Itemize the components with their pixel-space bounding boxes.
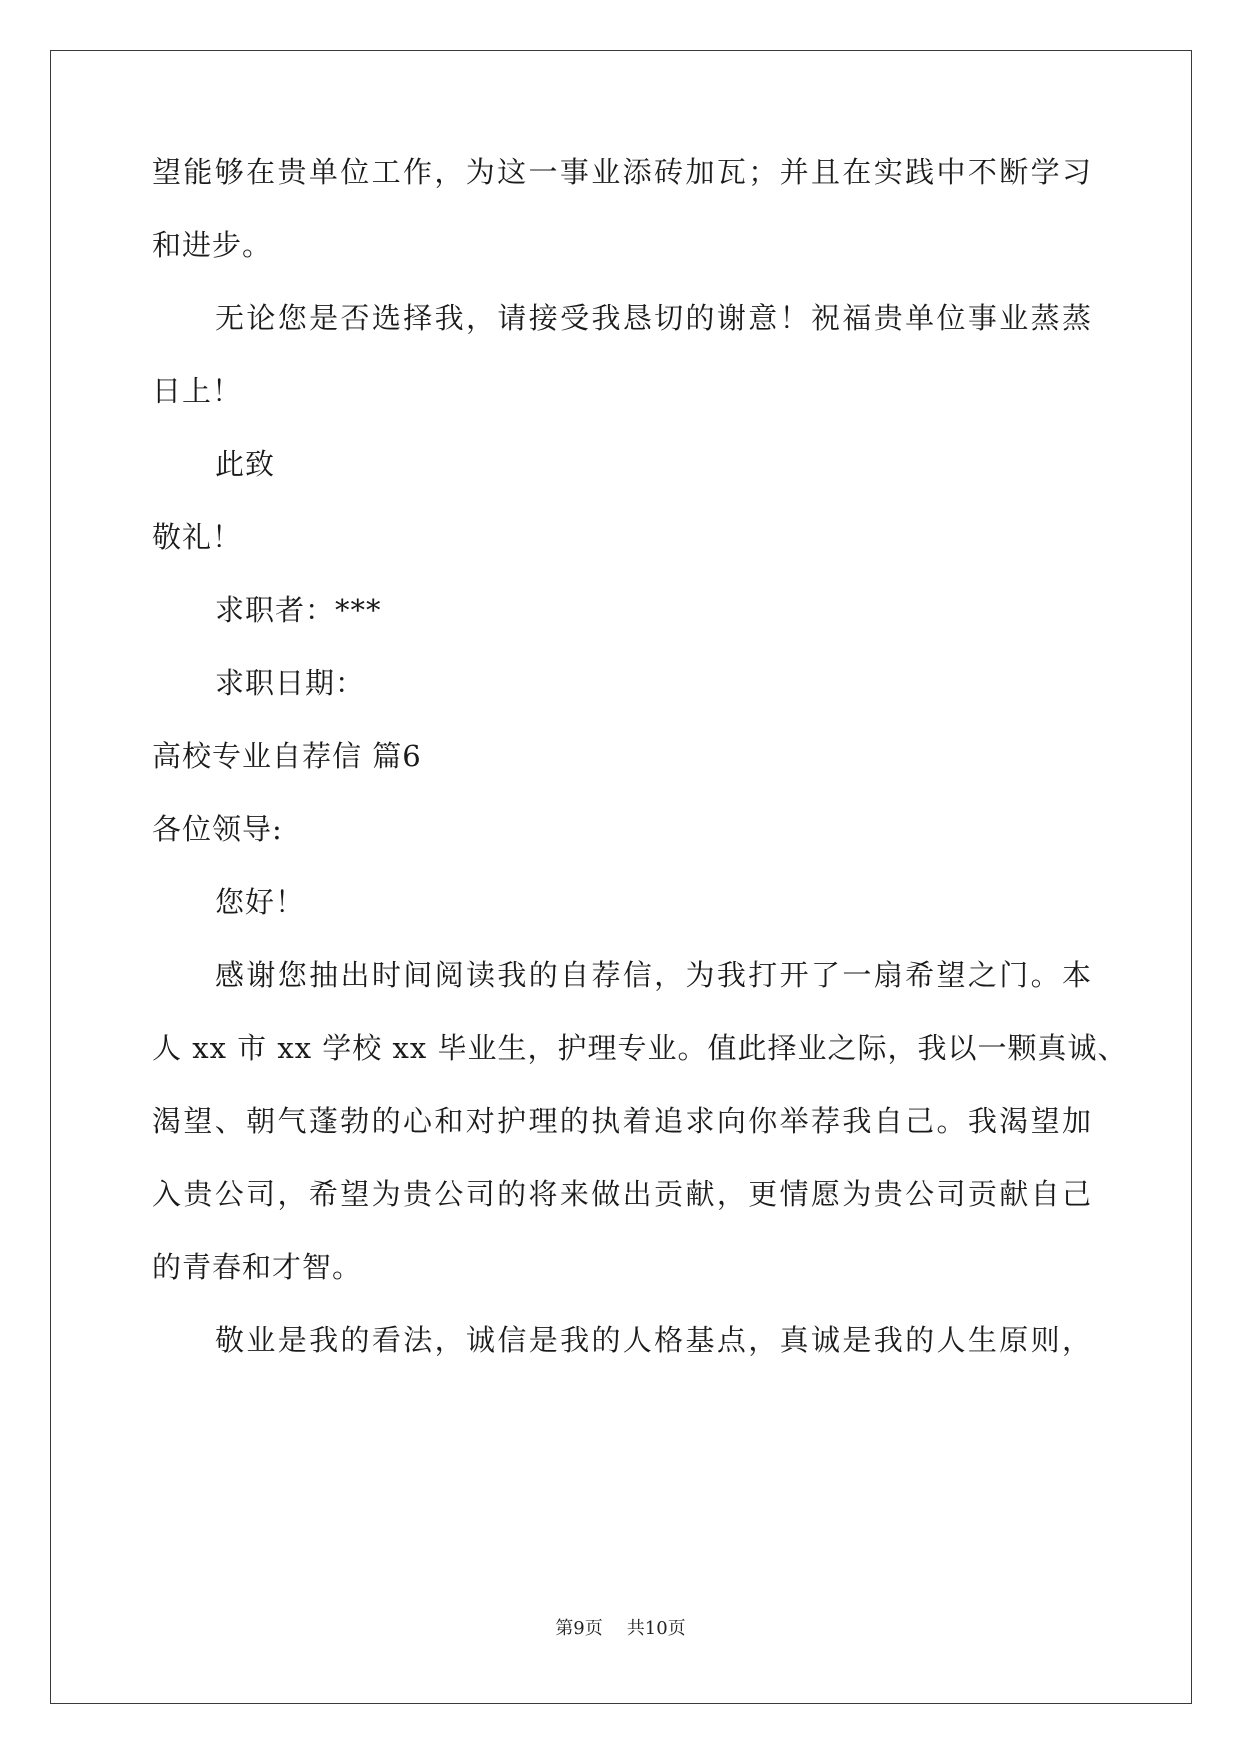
page-footer [0, 1617, 1241, 1641]
body-line-10: 敬业是我的看法，诚信是我的人格基点，真诚是我的人生原则， [215, 1323, 1092, 1357]
body-line-1: 望能够在贵单位工作，为这一事业添砖加瓦；并且在实践中不断学习 [152, 155, 1092, 189]
letter-hello: 您好！ [215, 885, 306, 919]
body-line-5: 感谢您抽出时间阅读我的自荐信，为我打开了一扇希望之门。本 [215, 958, 1092, 992]
letter-greeting: 各位领导: [152, 812, 283, 846]
section-heading: 高校专业自荐信 篇6 [152, 739, 422, 773]
page-total: 共10页 [626, 1618, 686, 1639]
application-date: 求职日期： [215, 666, 366, 700]
body-line-8: 入贵公司，希望为贵公司的将来做出贡献，更情愿为贵公司贡献自己 [152, 1177, 1092, 1211]
body-line-4: 日上！ [152, 374, 243, 408]
closing-salutation: 此致 [215, 447, 276, 481]
body-line-2: 和进步。 [152, 228, 273, 262]
body-line-6: 人 xx 市 xx 学校 xx 毕业生，护理专业。值此择业之际，我以一颗真诚、 [152, 1031, 1128, 1065]
body-line-7: 渴望、朝气蓬勃的心和对护理的执着追求向你举荐我自己。我渴望加 [152, 1104, 1092, 1138]
applicant-name: 求职者：*** [215, 593, 382, 627]
body-line-9: 的青春和才智。 [152, 1250, 363, 1284]
body-line-3: 无论您是否选择我，请接受我恳切的谢意！祝福贵单位事业蒸蒸 [215, 301, 1092, 335]
page-number: 第9页 [555, 1618, 603, 1639]
closing-regards: 敬礼！ [152, 520, 243, 554]
